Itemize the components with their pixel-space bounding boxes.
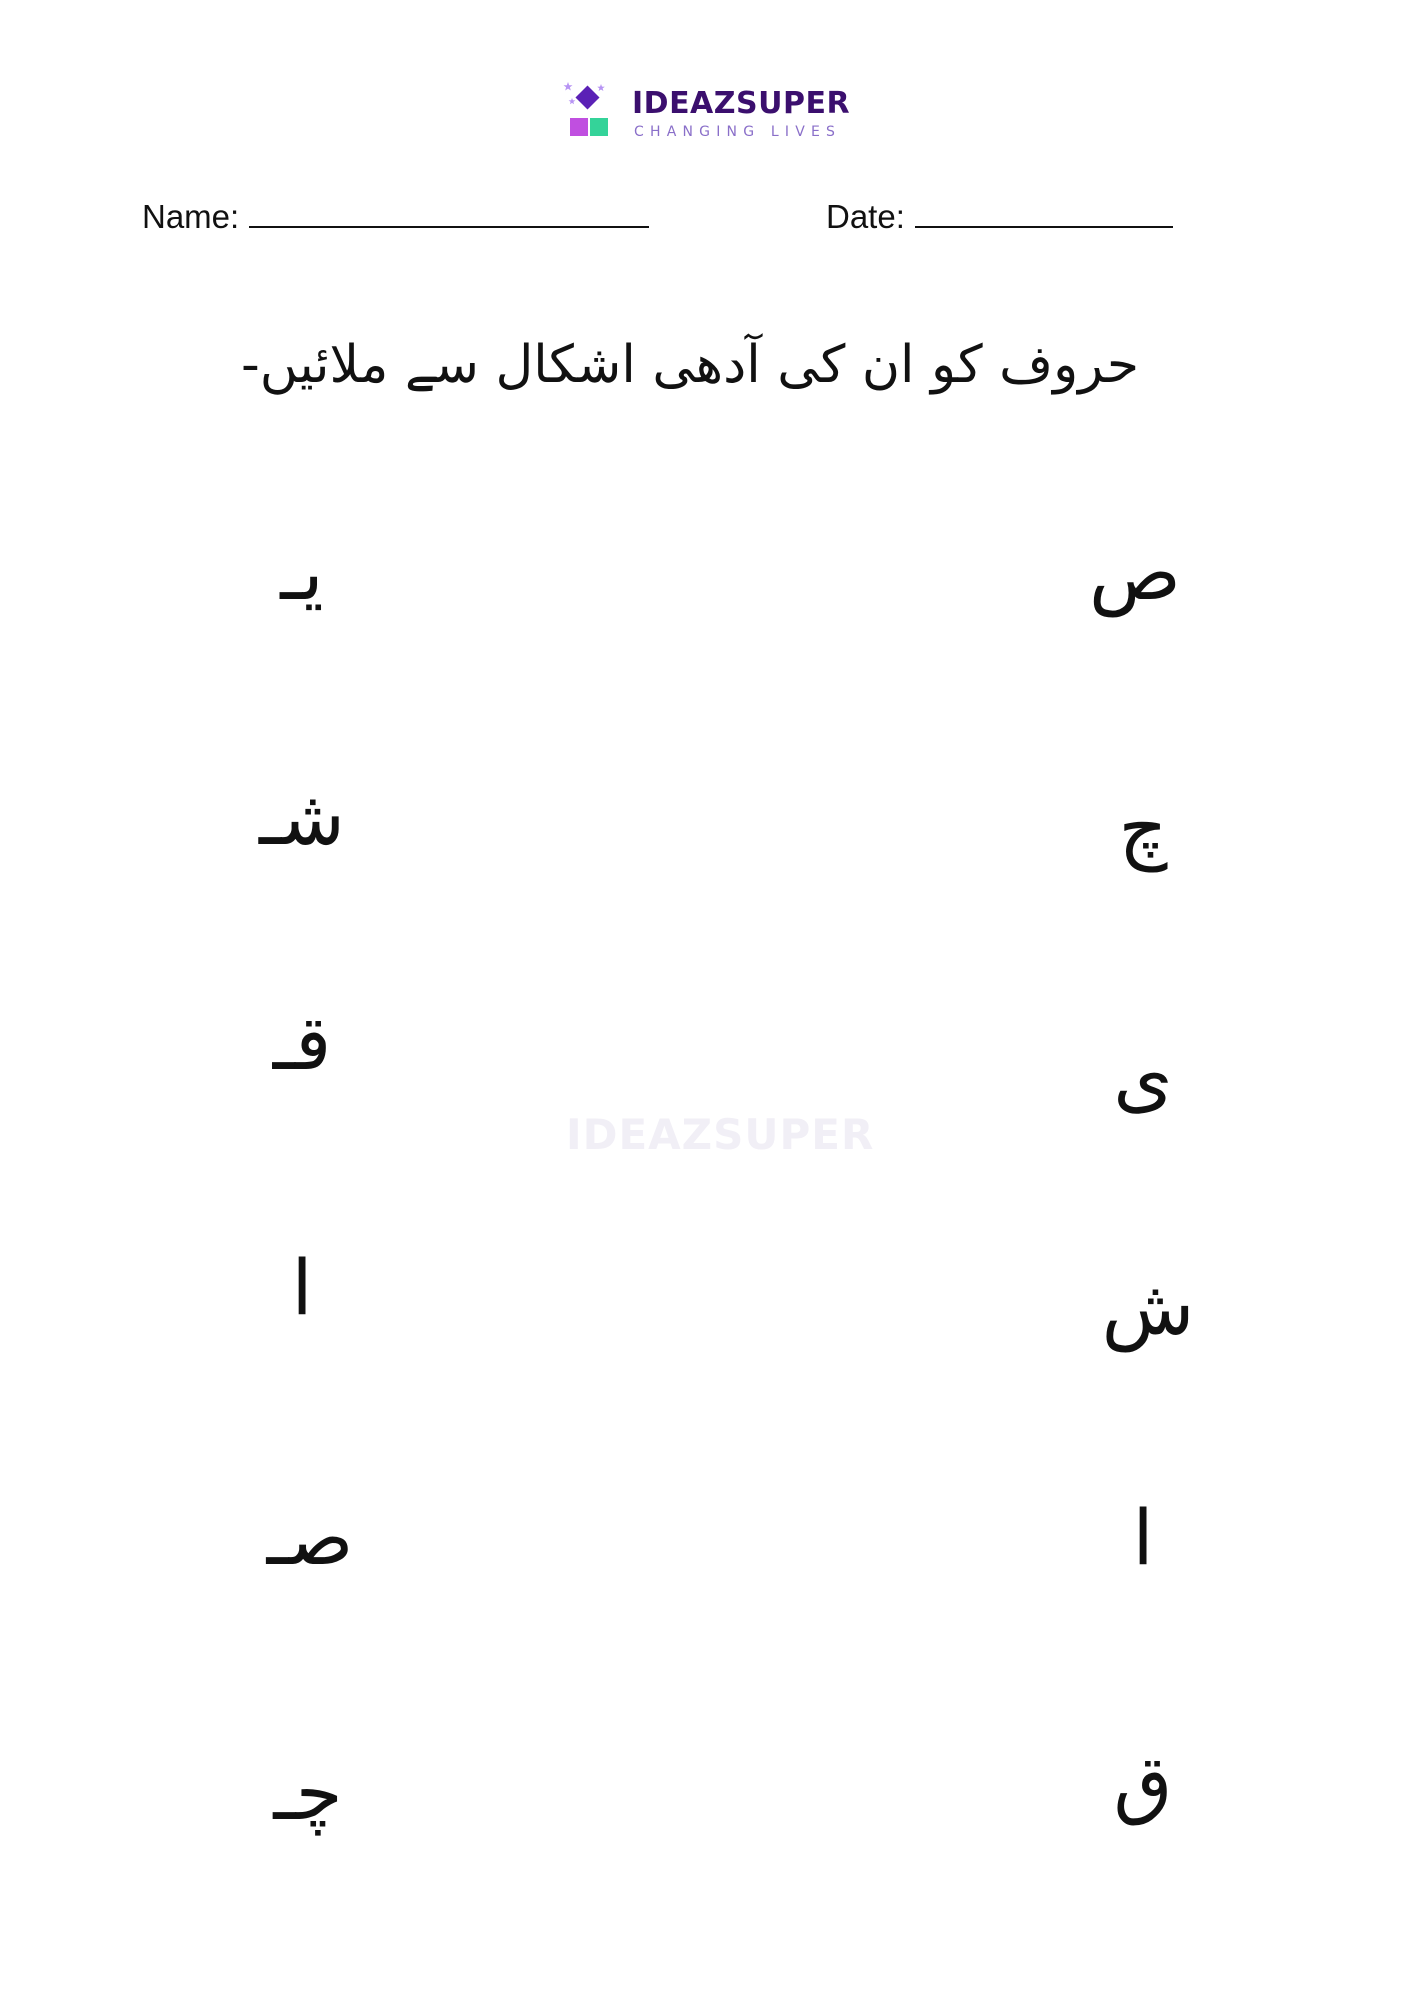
name-field xyxy=(142,198,649,236)
brand-logo xyxy=(562,80,862,148)
right-letter-6: ق xyxy=(1113,1738,1173,1827)
date-label: Date: xyxy=(826,198,905,235)
name-label: Name: xyxy=(142,198,240,235)
watermark: IDEAZSUPER xyxy=(566,1110,875,1159)
logo-tagline: CHANGING LIVES xyxy=(634,124,842,140)
name-blank-line xyxy=(249,225,649,228)
left-letter-4: ا xyxy=(291,1243,313,1332)
left-letter-5: صـ xyxy=(266,1493,354,1582)
left-letter-1: يـ xyxy=(280,528,324,617)
right-letter-4: ش xyxy=(1101,1263,1195,1352)
left-letter-3: قـ xyxy=(272,998,332,1087)
date-field xyxy=(826,198,1173,236)
left-letter-6: چـ xyxy=(273,1748,343,1837)
logo-mark-icon xyxy=(562,80,632,148)
date-blank-line xyxy=(915,225,1173,228)
right-letter-2: چ xyxy=(1118,783,1168,872)
right-letter-3: ی xyxy=(1113,1033,1173,1122)
instruction-text: حروف کو ان کی آدھی اشکال سے ملائیں- xyxy=(240,335,1140,395)
right-letter-5: ا xyxy=(1132,1493,1154,1582)
right-letter-1: ص xyxy=(1089,528,1181,617)
logo-title: IDEAZSUPER xyxy=(632,86,851,121)
left-letter-2: شـ xyxy=(259,773,345,862)
